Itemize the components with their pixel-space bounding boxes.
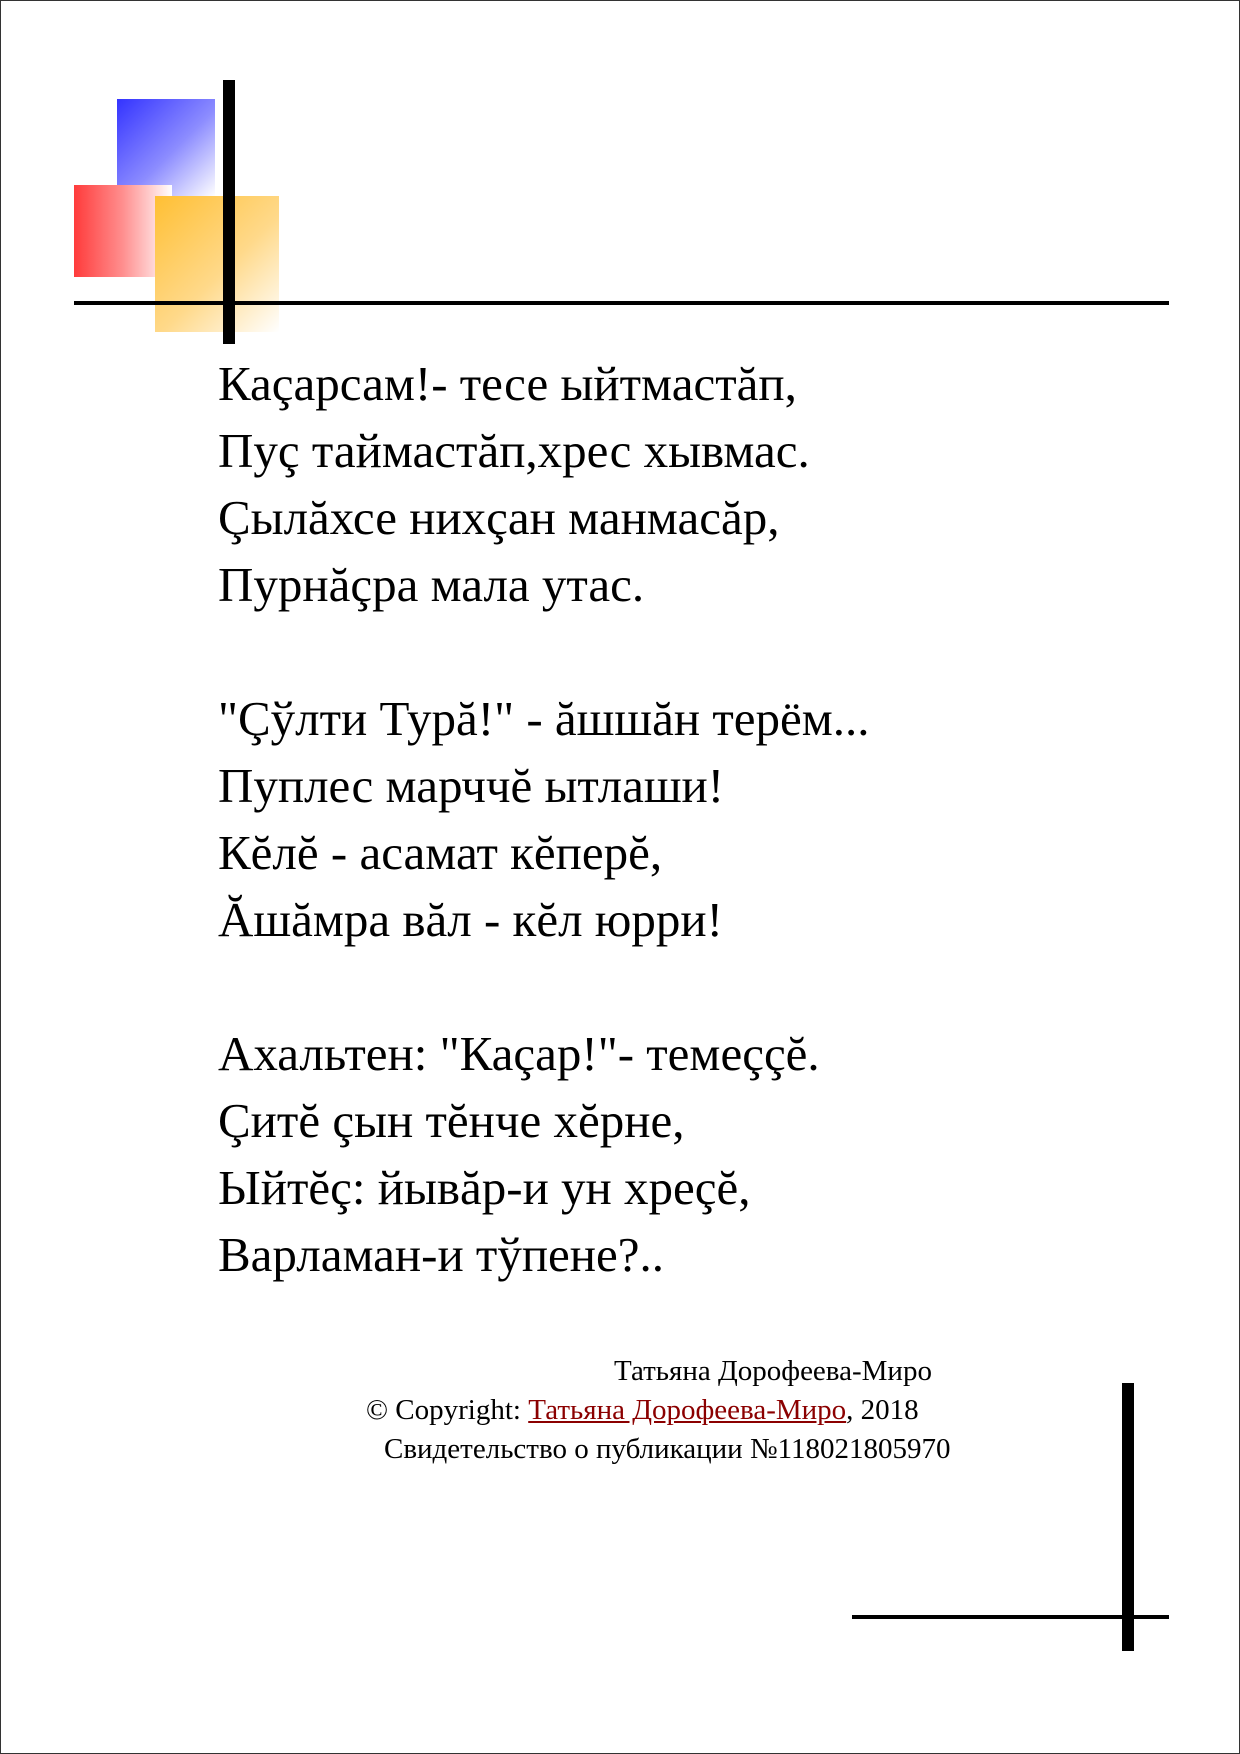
- decor-blue-square: [117, 99, 215, 197]
- decor-yellow-square: [155, 196, 279, 332]
- decor-top-vertical-line: [223, 80, 235, 344]
- verse-line: Пуç таймастăп,хрес хывмас.: [218, 423, 810, 478]
- publication-certificate: Свидетельство о публикации №118021805970: [384, 1433, 951, 1465]
- verse-line: Каçарсам!- тесе ыйтмастăп,: [218, 356, 797, 411]
- verse-line: Пуплес марччĕ ытлаши!: [218, 758, 725, 813]
- stanza-2: [218, 685, 1118, 953]
- copyright-prefix: © Copyright:: [366, 1394, 529, 1426]
- verse-line: Çитĕ çын тĕнче хĕрне,: [218, 1093, 685, 1148]
- verse-line: Варламан-и тўпене?..: [218, 1227, 665, 1282]
- author-link[interactable]: Татьяна Дорофеева-Миро: [528, 1394, 847, 1426]
- stanza-3: [218, 1020, 1118, 1288]
- decor-top-horizontal-line: [74, 301, 1169, 305]
- copyright-year: , 2018: [846, 1394, 919, 1426]
- verse-line: Ăшăмра вăл - кĕл юрри!: [218, 892, 723, 947]
- author-name: Татьяна Дорофеева-Миро: [614, 1355, 932, 1387]
- verse-line: Кĕлĕ - асамат кĕперĕ,: [218, 825, 663, 880]
- stanza-1: [218, 350, 1118, 618]
- verse-line: Пурнăçра мала утас.: [218, 557, 645, 612]
- verse-line: Ыйтĕç: йывăр-и ун хреçĕ,: [218, 1160, 751, 1215]
- verse-line: "Çўлти Турă!" - ăшшăн терём...: [218, 691, 870, 746]
- decor-bottom-vertical-line: [1122, 1383, 1134, 1651]
- copyright-line: [300, 1391, 1120, 1430]
- signature-block: [300, 1352, 1120, 1469]
- verse-line: Ахальтен: "Каçар!"- темеççĕ.: [218, 1026, 820, 1081]
- poem: [218, 350, 1118, 1355]
- verse-line: Çылăхсе нихçан манмасăр,: [218, 490, 780, 545]
